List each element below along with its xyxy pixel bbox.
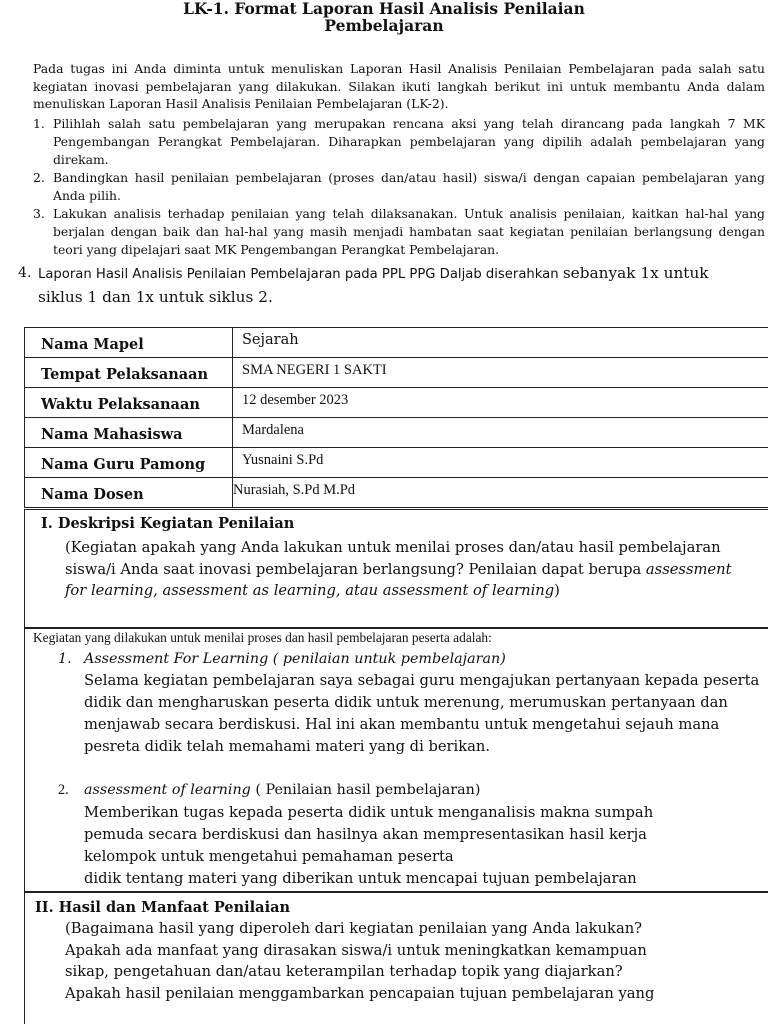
info-value: Yusnaini S.Pd <box>233 448 768 478</box>
list-text: Pilihlah salah satu pembelajaran yang merupakan rencana aksi yang telah dirancang pada langkah 7 MK Pengembangan Perangkat Pembelajaran. Diharapkan pembelajaran yang dipilih adalah pembelajaran yang direkam. <box>53 116 765 167</box>
answer-item-title-rest: ( Penilaian hasil pembelajaran) <box>250 782 481 798</box>
list-text-emph: sebanyak 1x untuk <box>562 264 709 282</box>
list-text-cont: siklus 1 dan 1x untuk siklus 2. <box>38 288 273 306</box>
body-line: kelompok untuk mengetahui pemahaman peserta <box>84 848 454 865</box>
list-item <box>33 205 765 259</box>
list-text: Laporan Hasil Analisis Penilaian Pembelajaran pada PPL PPG Daljab diserahkan <box>38 267 563 282</box>
list-number: 2. <box>33 170 45 185</box>
info-label: Nama Guru Pamong <box>25 448 233 478</box>
table-row <box>25 388 768 418</box>
table-row <box>25 448 768 478</box>
list-number: 4. <box>18 265 32 281</box>
document-title-line1: LK-1. Format Laporan Hasil Analisis Penilaian <box>183 0 585 18</box>
info-label: Tempat Pelaksanaan <box>25 358 233 388</box>
prompt-line: sikap, pengetahuan dan/atau keterampilan terhadap topik yang diajarkan? <box>65 963 623 980</box>
list-item <box>18 262 768 309</box>
table-row <box>25 328 768 358</box>
instruction-list <box>33 115 765 259</box>
prompt-close: ) <box>554 582 560 599</box>
list-text: Lakukan analisis terhadap penilaian yang telah dilaksanakan. Untuk analisis penilaian, kaitkan hal-hal yang berjalan dengan baik dan hal-hal yang masih menjadi hambatan saat kegiatan penilaian berlangsung dengan teori yang dipelajari saat MK Pengembangan Perangkat Pembelajaran. <box>53 206 765 257</box>
info-value: Sejarah <box>233 328 768 358</box>
answer1-intro: Kegiatan yang dilakukan untuk menilai proses dan hasil pembelajaran peserta adalah: <box>33 630 492 645</box>
info-value: SMA NEGERI 1 SAKTI <box>233 358 768 388</box>
prompt-text: (Kegiatan apakah yang Anda lakukan untuk menilai proses dan/atau hasil pembelajaran siswa/i Anda saat inovasi pembelajaran berlangsung? Penilaian dapat berupa <box>65 539 721 578</box>
list-number: 1. <box>33 116 45 131</box>
body-line: didik tentang materi yang diberikan untuk mencapai tujuan pembelajaran <box>84 870 637 887</box>
section2-heading: II. Hasil dan Manfaat Penilaian <box>35 899 291 916</box>
answer-item-body <box>84 802 768 890</box>
section1-heading: I. Deskripsi Kegiatan Penilaian <box>41 515 295 532</box>
info-value: 12 desember 2023 <box>233 388 768 418</box>
info-value: Nurasiah, S.Pd M.Pd <box>233 478 768 508</box>
document-title-line2: Pembelajaran <box>324 16 444 35</box>
list-item <box>33 169 765 205</box>
table-row <box>25 418 768 448</box>
answer-item-title <box>84 780 480 802</box>
info-label: Nama Mahasiswa <box>25 418 233 448</box>
info-label: Waktu Pelaksanaan <box>25 388 233 418</box>
answer-item-number: 2. <box>58 782 69 798</box>
intro-paragraph: Pada tugas ini Anda diminta untuk menuliskan Laporan Hasil Analisis Penilaian Pembelajaran pada salah satu kegiatan inovasi pembelajaran yang dilakukan. Silakan ikuti langkah berikut ini untuk membantu Anda dalam menuliskan Laporan Hasil Analisis Penilaian Pembelajaran (LK-2). <box>33 61 765 111</box>
section1-box <box>24 509 768 628</box>
table-row <box>25 358 768 388</box>
table-row <box>25 478 768 508</box>
prompt-line: Apakah hasil penilaian menggambarkan pencapaian tujuan pembelajaran yang <box>65 984 655 1002</box>
answer1-box <box>24 628 768 892</box>
prompt-line: (Bagaimana hasil yang diperoleh dari kegiatan penilaian yang Anda lakukan? <box>65 920 643 937</box>
list-item <box>33 115 765 169</box>
answer-item-title-italic: assessment of learning <box>84 782 251 798</box>
list-number: 3. <box>33 206 45 221</box>
prompt-line: Apakah ada manfaat yang dirasakan siswa/i untuk meningkatkan kemampuan <box>65 941 647 959</box>
answer-item-body: Selama kegiatan pembelajaran saya sebagai guru mengajukan pertanyaan kepada peserta didik dan mengharuskan peserta didik untuk merenung, merumuskan pertanyaan dan menjawab secara berdiskusi. Hal ini akan membantu untuk mengetahui sejauh mana pesreta didik telah memahami materi yang di berikan. <box>84 672 760 755</box>
answer-item-number: 1. <box>58 651 72 667</box>
answer-item-title: Assessment For Learning ( penilaian untuk pembelajaran) <box>84 651 506 667</box>
info-table <box>24 327 768 508</box>
body-line: pemuda secara berdiskusi dan hasilnya akan mempresentasikan hasil kerja <box>84 826 647 843</box>
list-text: Bandingkan hasil penilaian pembelajaran (proses dan/atau hasil) siswa/i dengan capaian pembelajaran yang Anda pilih. <box>53 170 765 203</box>
section1-prompt <box>65 537 755 602</box>
body-line: Memberikan tugas kepada peserta didik untuk menganalisis makna sumpah <box>84 804 654 821</box>
section2-prompt <box>65 918 765 1004</box>
info-value: Mardalena <box>233 418 768 448</box>
info-label: Nama Dosen <box>25 478 233 508</box>
prompt-italic: assessment for learning, assessment as learning, atau assessment of learning <box>65 560 732 599</box>
info-label: Nama Mapel <box>25 328 233 358</box>
section2-box <box>24 892 768 1024</box>
